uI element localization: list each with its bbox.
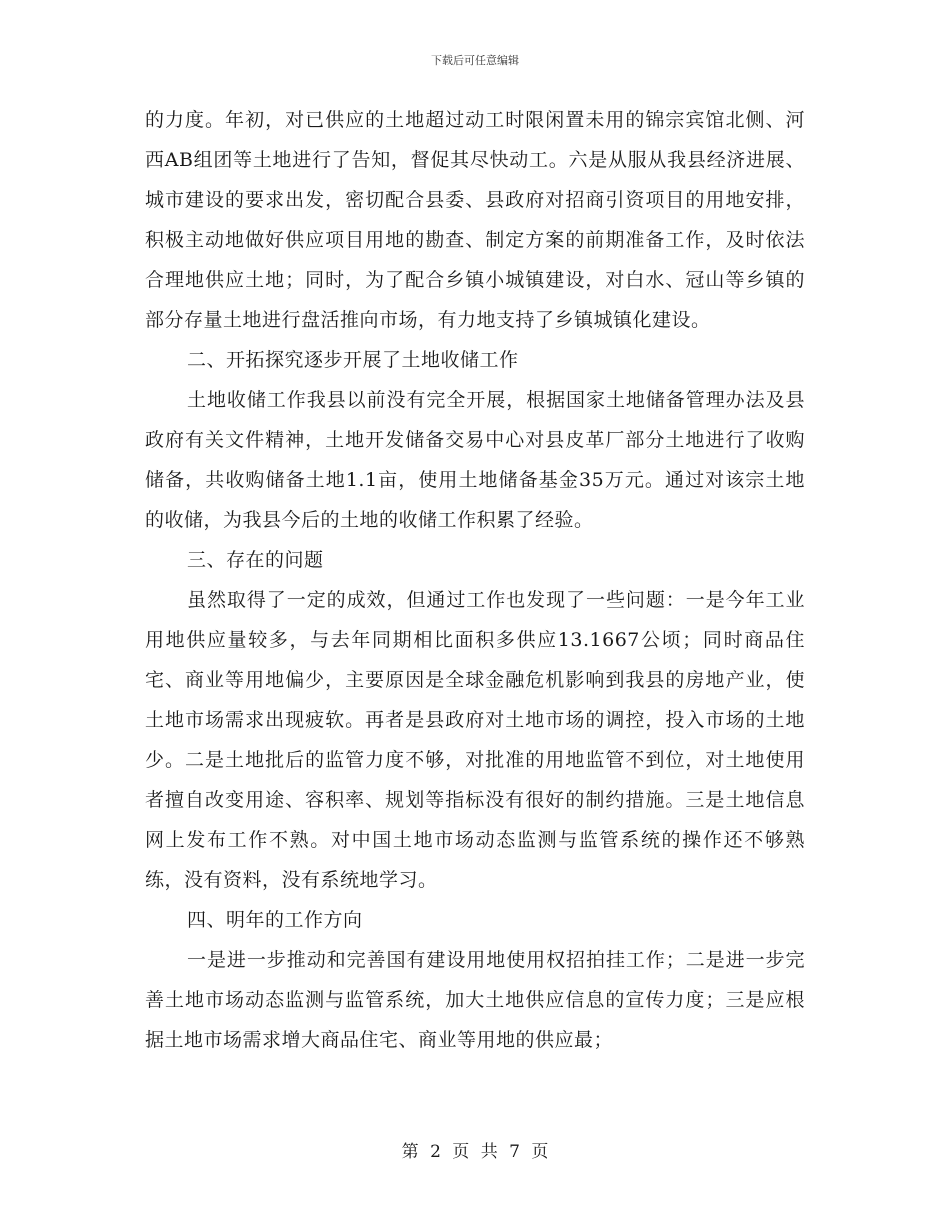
paragraph: 虽然取得了一定的成效，但通过工作也发现了一些问题：一是今年工业用地供应量较多，与去年同期相比面积多供应13.1667公顷；同时商品住宅、商业等用地偏少，主要原因是全球金融危机影响到我县的房地产业，使土地市场需求出现疲软。再者是县政府对土地市场的调控，投入市场的土地少。二是土地批后的监管力度不够，对批准的用地监管不到位，对土地使用者擅自改变用途、容积率、规划等指标没有很好的制约措施。三是土地信息网上发布工作不熟。对中国土地市场动态监测与监管系统的操作还不够熟练，没有资料，没有系统地学习。 — [145, 589, 805, 891]
section-heading: 二、开拓探究逐步开展了土地收储工作 — [187, 349, 519, 371]
paragraph: 的力度。年初，对已供应的土地超过动工时限闲置未用的锦宗宾馆北侧、河西AB组团等土地进行了告知，督促其尽快动工。六是从服从我县经济进展、城市建设的要求出发，密切配合县委、县政府对招商引资项目的用地安排，积极主动地做好供应项目用地的勘查、制定方案的前期准备工作，及时依法合理地供应土地；同时，为了配合乡镇小城镇建设，对白水、冠山等乡镇的部分存量土地进行盘活推向市场，有力地支持了乡镇城镇化建设。 — [145, 109, 805, 331]
paragraph: 土地收储工作我县以前没有完全开展，根据国家土地储备管理办法及县政府有关文件精神，土地开发储备交易中心对县皮革厂部分土地进行了收购储备，共收购储备土地1.1亩，使用土地储备基金35万元。通过对该宗土地的收储，为我县今后的土地的收储工作积累了经验。 — [145, 389, 805, 531]
page-header: 下载后可任意编辑 — [431, 54, 519, 67]
page-number: 第 2 页 共 7 页 — [401, 1142, 549, 1162]
document-body — [145, 100, 805, 1060]
section-heading: 三、存在的问题 — [187, 549, 324, 571]
paragraph: 一是进一步推动和完善国有建设用地使用权招拍挂工作；二是进一步完善土地市场动态监测与监管系统，加大土地供应信息的宣传力度；三是应根据土地市场需求增大商品住宅、商业等用地的供应最； — [145, 949, 805, 1051]
section-heading: 四、明年的工作方向 — [187, 909, 363, 931]
